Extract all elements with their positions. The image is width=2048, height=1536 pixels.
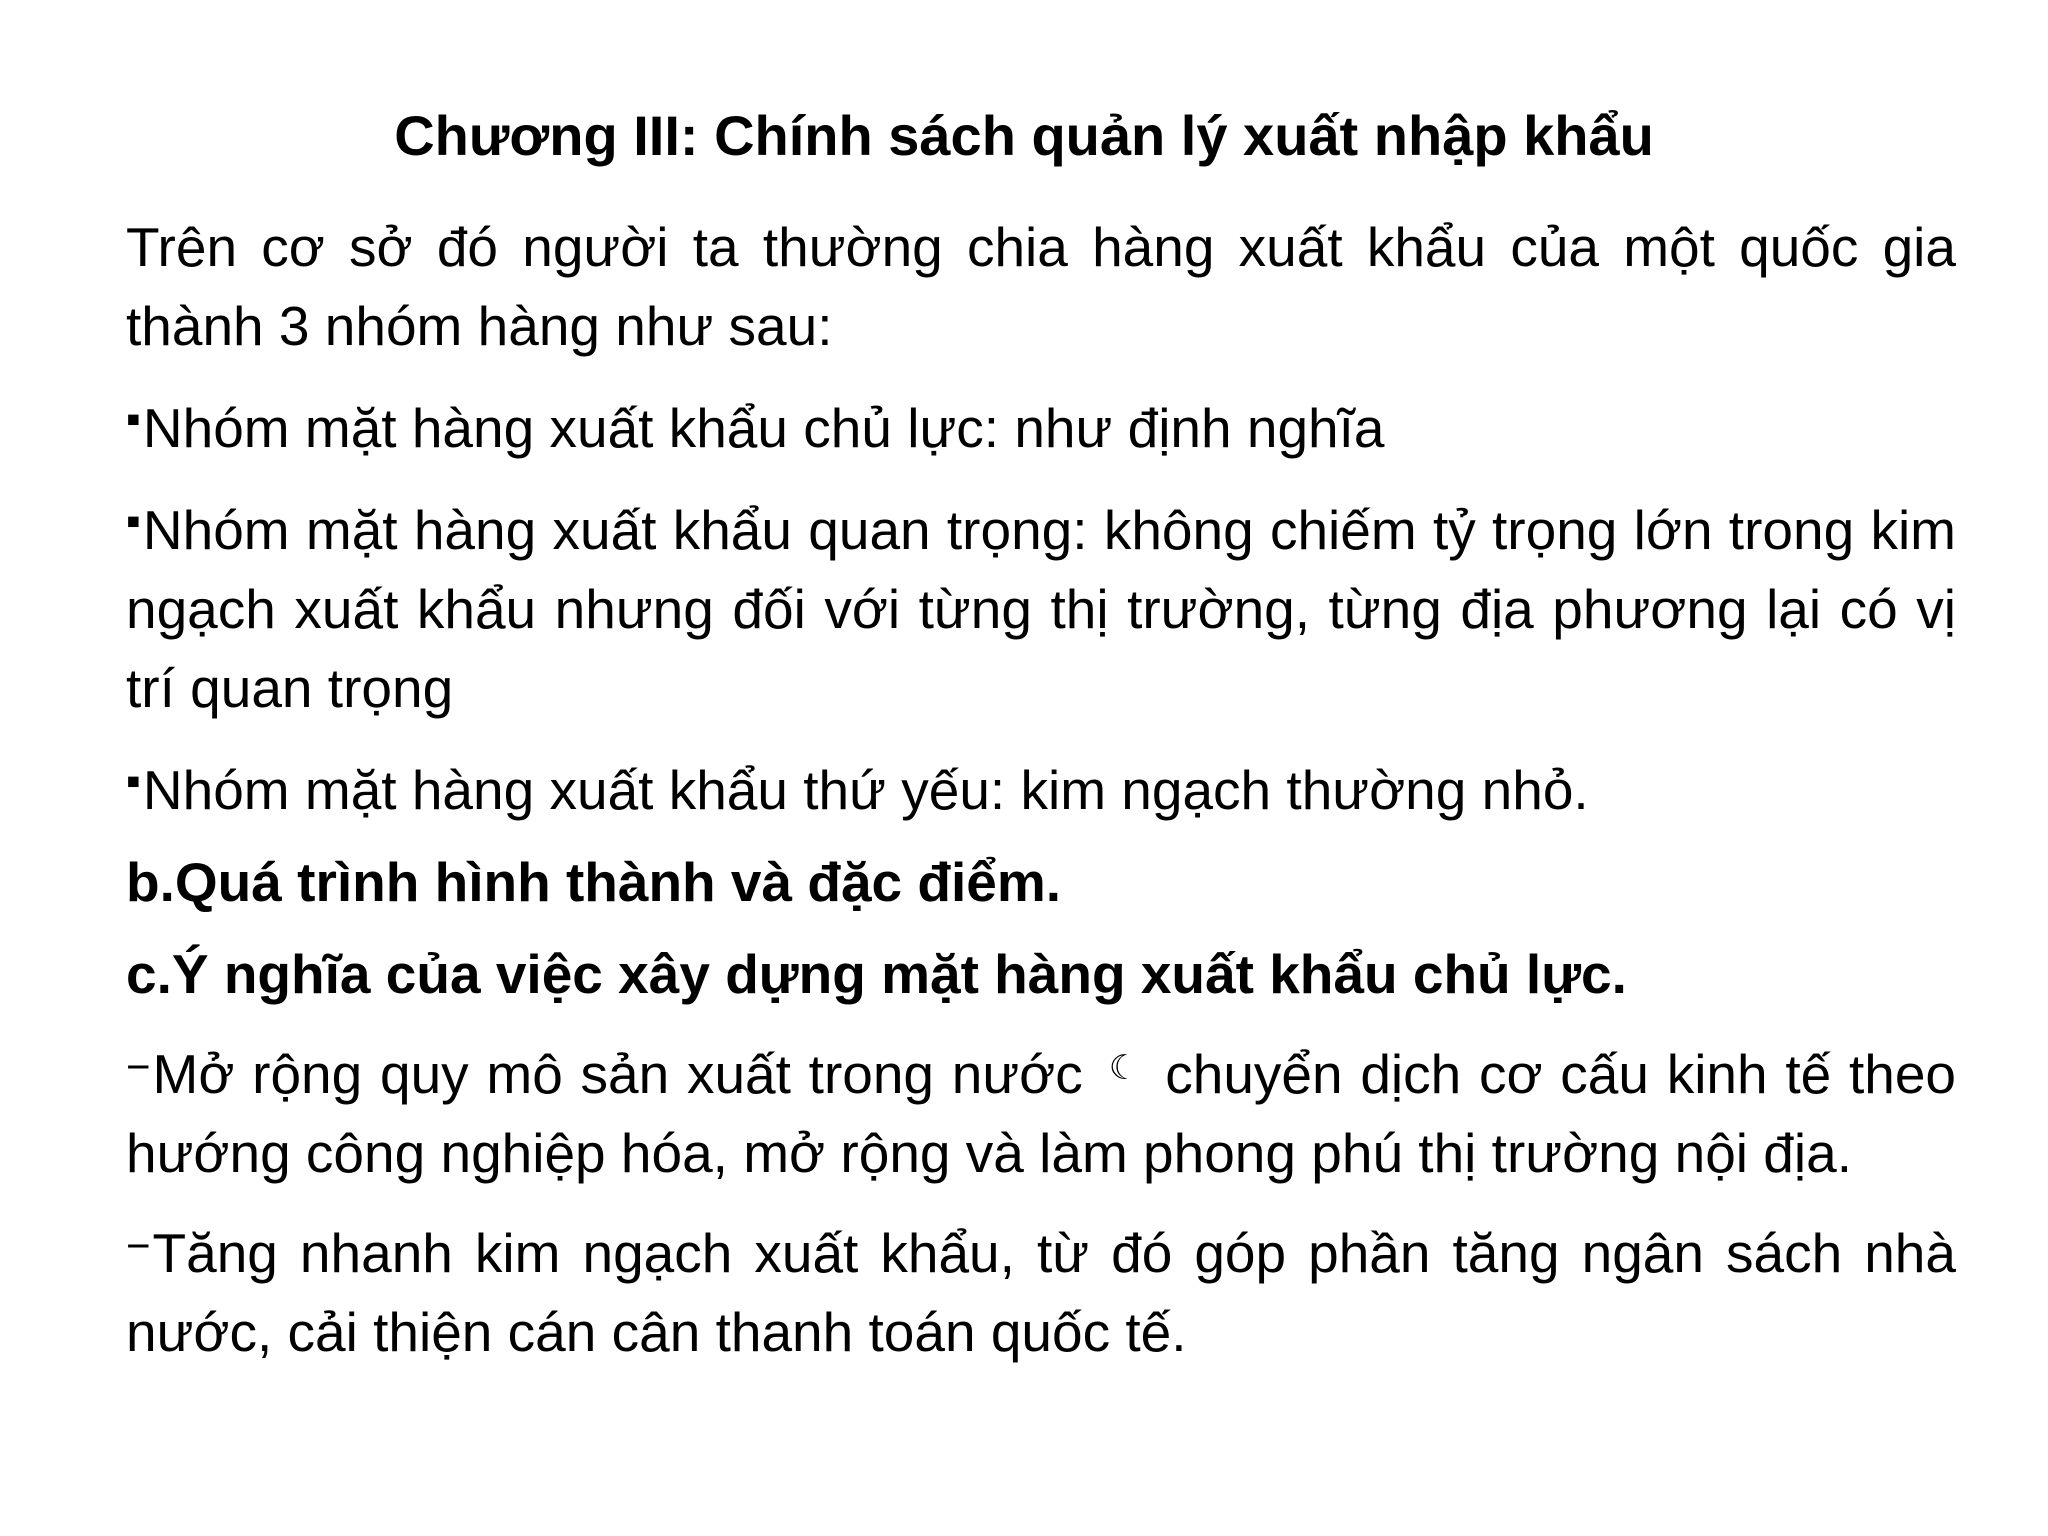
dash-item-1-text-before: Mở rộng quy mô sản xuất trong nước — [152, 1043, 1083, 1105]
intro-paragraph: Trên cơ sở đó người ta thường chia hàng xuất khẩu của một quốc gia thành 3 nhóm hàng như sau: — [126, 216, 1956, 357]
square-bullet-icon: ▪ — [126, 757, 141, 804]
dash-item-1-text-after: chuyển dịch cơ cấu kinh tế theo hướng công nghiệp hóa, mở rộng và làm phong phú thị trường nội địa. — [126, 1043, 1956, 1184]
square-bullet-icon: ▪ — [126, 497, 141, 544]
dash-bullet-icon: − — [126, 1222, 151, 1269]
bullet-text-3: Nhóm mặt hàng xuất khẩu thứ yếu: kim ngạch thường nhỏ. — [142, 759, 1589, 821]
bullet-text-2: Nhóm mặt hàng xuất khẩu quan trọng: không chiếm tỷ trọng lớn trong kim ngạch xuất khẩu nhưng đối với từng thị trường, từng địa phương lại có vị trí quan trọng — [126, 499, 1956, 719]
dash-item-1 — [126, 1027, 1956, 1193]
heading-c: c.Ý nghĩa của việc xây dựng mặt hàng xuất khẩu chủ lực. — [126, 943, 1627, 1005]
dash-bullet-icon: − — [126, 1043, 151, 1090]
heading-b: b.Quá trình hình thành và đặc điểm. — [126, 851, 1062, 913]
square-bullet-icon: ▪ — [126, 395, 141, 442]
dash-item-2 — [126, 1206, 1956, 1372]
bullet-text-1: Nhóm mặt hàng xuất khẩu chủ lực: như định nghĩa — [142, 397, 1385, 459]
bullet-item-1 — [126, 379, 1956, 468]
bullet-item-3 — [126, 741, 1956, 830]
slide-title: Chương III: Chính sách quản lý xuất nhập khẩu — [394, 104, 1654, 167]
slide-body — [126, 208, 1956, 1385]
bullet-item-2 — [126, 481, 1956, 728]
arrow-symbol-icon: ☾ — [1108, 1048, 1140, 1088]
dash-item-2-text: Tăng nhanh kim ngạch xuất khẩu, từ đó góp phần tăng ngân sách nhà nước, cải thiện cán cân thanh toán quốc tế. — [126, 1222, 1956, 1363]
